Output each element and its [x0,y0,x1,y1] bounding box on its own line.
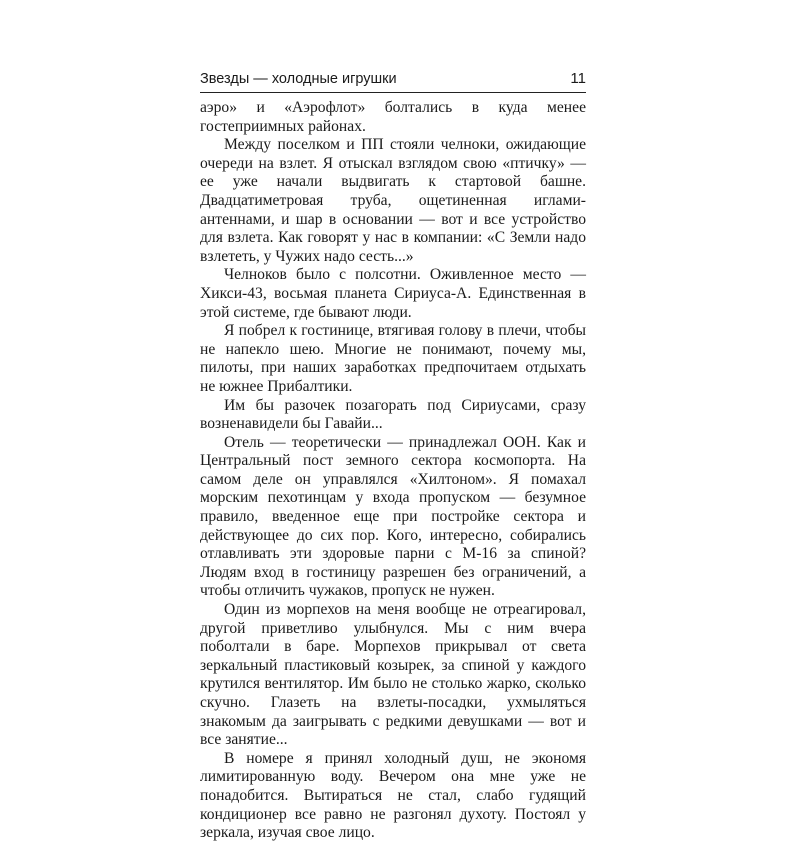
paragraph: Между поселком и ПП стояли челноки, ожидающие очереди на взлет. Я отыскал взглядом свою «птичку» — ее уже начали выдвигать к стартовой башне. Двадцатиметровая труба, ощетиненная иглами-антеннами, и шар в основании — вот и все устройство для взлета. Как говорят у нас в компании: «С Земли надо взлететь, у Чужих надо сесть...» [200,136,586,265]
page-number: 11 [570,70,586,87]
paragraph: Один из морпехов на меня вообще не отреагировал, другой приветливо улыбнулся. Мы с ним вчера поболтали в баре. Морпехов прикрывал от света зеркальный пластиковый козырек, за спиной у каждого крутился вентилятор. Им было не столько жарко, сколько скучно. Глазеть на взлеты-посадки, ухмыляться знакомым да заигрывать с редкими девушками — вот и все занятие... [200,601,586,749]
paragraph: Я побрел к гостинице, втягивая голову в плечи, чтобы не напекло шею. Многие не понимают, почему мы, пилоты, при наших заработках предпочитаем отдыхать не южнее Прибалтики. [200,322,586,395]
body-text [200,99,586,843]
book-page [200,70,586,843]
paragraph: Им бы разочек позагорать под Сириусами, сразу возненавидели бы Гавайи... [200,396,586,433]
running-title: Звезды — холодные игрушки [200,71,397,87]
running-header [200,70,586,93]
paragraph: В номере я принял холодный душ, не экономя лимитированную воду. Вечером она мне уже не понадобится. Вытираться не стал, слабо гудящий кондиционер все равно не разгонял духоту. Постоял у зеркала, изучая свое лицо. [200,749,586,842]
paragraph: Отель — теоретически — принадлежал ООН. Как и Центральный пост земного сектора космопорта. На самом деле он управлялся «Хилтоном». Я помахал морским пехотинцам у входа пропуском — безумное правило, введенное еще при постройке сектора и действующее до сих пор. Кого, интересно, собирались отлавливать эти здоровые парни с М-16 за спиной? Людям вход в гостиницу разрешен без ограничений, а чтобы отличить чужаков, пропуск не нужен. [200,433,586,600]
paragraph: Челноков было с полсотни. Оживленное место — Хикси-43, восьмая планета Сириуса-А. Единственная в этой системе, где бывают люди. [200,266,586,321]
paragraph: аэро» и «Аэрофлот» болтались в куда менее гостеприимных районах. [200,99,586,135]
